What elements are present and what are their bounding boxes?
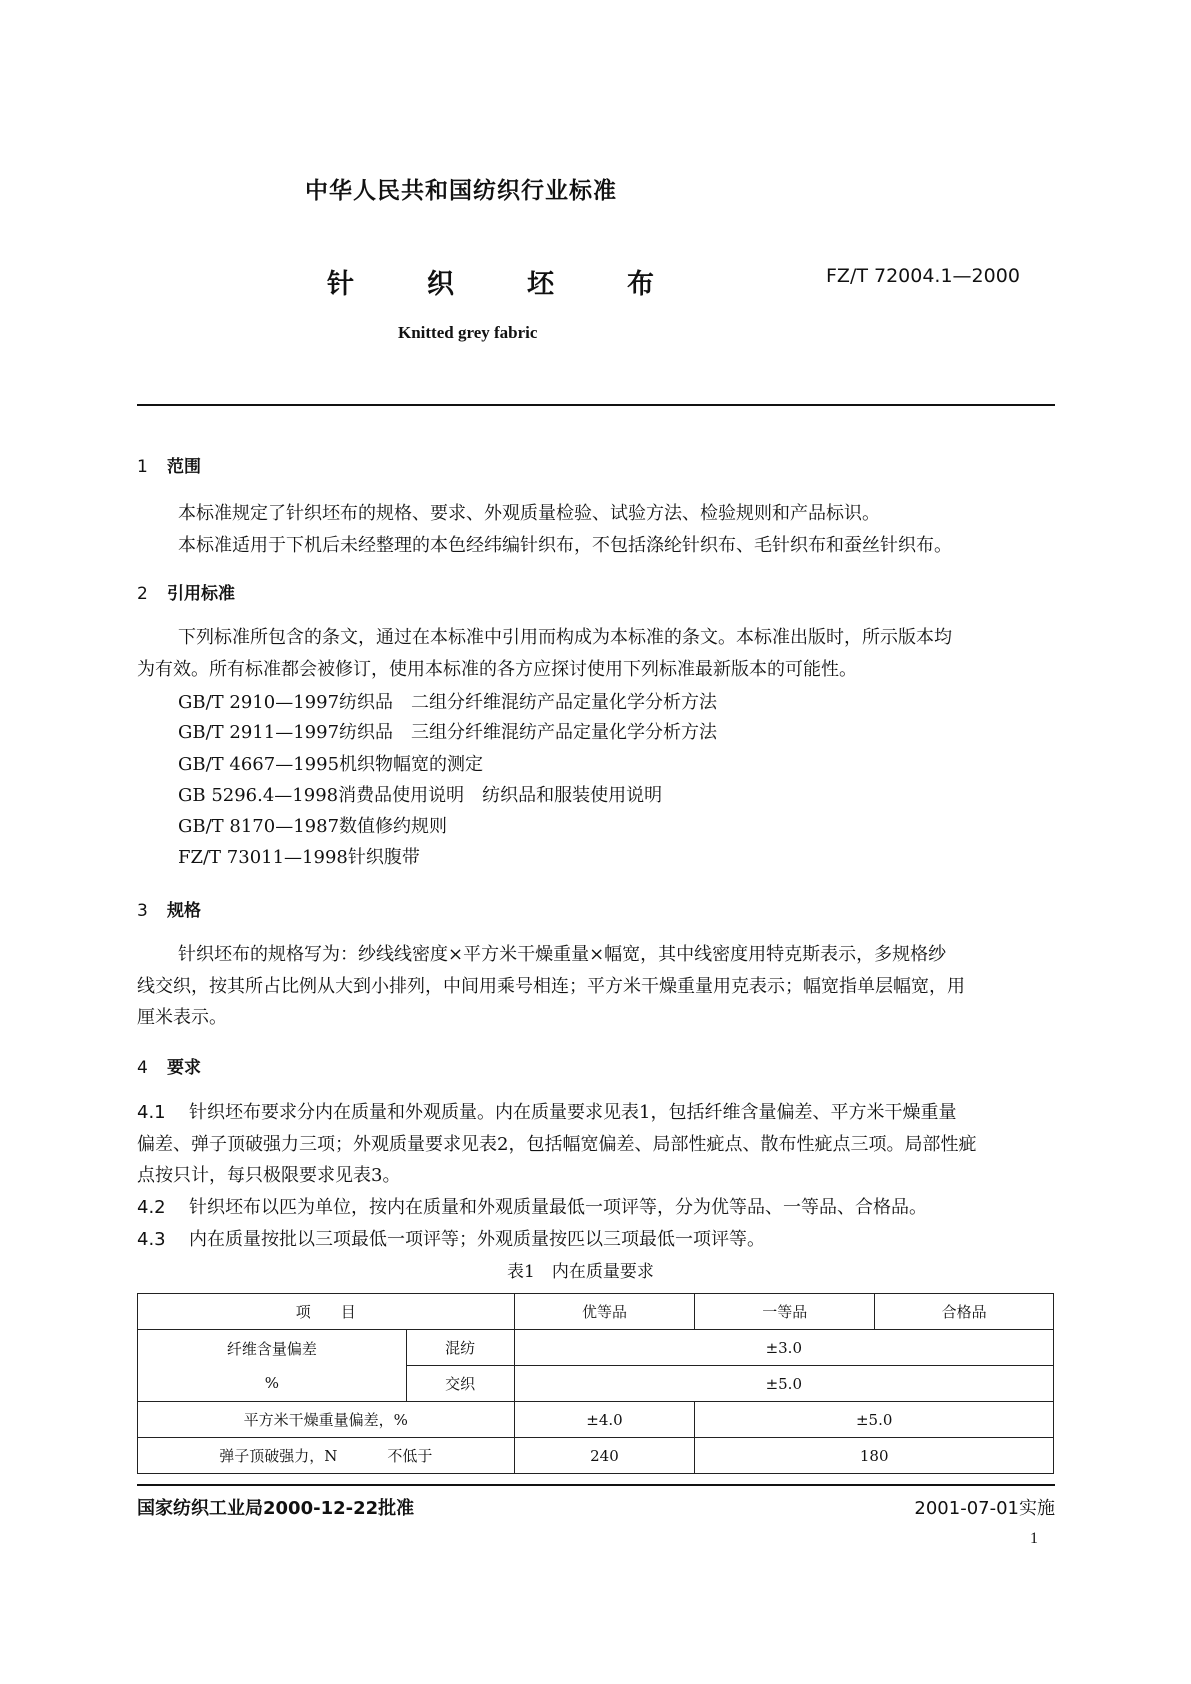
reference-code: GB/T 2910—1997 (178, 692, 340, 713)
section-title: 规格 (167, 901, 201, 921)
clause-4-2 (137, 1192, 927, 1224)
clause-4-1-line-3: 点按只计，每只极限要求见表3。 (137, 1165, 401, 1186)
normative-intro-line-2: 为有效。所有标准都会被修订，使用本标准的各方应探讨使用下列标准最新版本的可能性。 (137, 659, 857, 680)
burst-premium-value: 240 (514, 1438, 695, 1474)
bursting-strength-qualifier: 不低于 (387, 1447, 433, 1465)
reference-title: 纺织品 三组分纤维混纺产品定量化学分析方法 (339, 722, 718, 743)
standard-number: FZ/T 72004.1—2000 (826, 265, 1020, 287)
interweave-label: 交织 (406, 1366, 514, 1402)
approval-text: 国家纺织工业局2000-12-22批准 (137, 1498, 415, 1519)
section-number: 4 (137, 1058, 148, 1078)
normative-intro-line-1: 下列标准所包含的条文，通过在本标准中引用而构成为本标准的条文。本标准出版时，所示版本均 (178, 627, 952, 648)
weight-premium-value: ±4.0 (514, 1402, 695, 1438)
blend-value: ±3.0 (514, 1330, 1053, 1366)
table-header-row (138, 1294, 1054, 1330)
clause-text: 针织坯布要求分内在质量和外观质量。内在质量要求见表1，包括纤维含量偏差、平方米干燥重量 (189, 1102, 957, 1123)
reference-item (178, 781, 662, 807)
section-title: 要求 (167, 1058, 201, 1078)
reference-title: 消费品使用说明 纺织品和服装使用说明 (338, 785, 663, 806)
header-premium: 优等品 (514, 1294, 695, 1330)
section-heading-3 (137, 896, 201, 921)
reference-item (178, 718, 717, 744)
reference-item (178, 750, 483, 776)
doc-title-char: 坯 (527, 269, 554, 300)
section-heading-1 (137, 452, 201, 477)
burst-other-value: 180 (695, 1438, 1054, 1474)
doc-title-char: 布 (627, 269, 654, 300)
section-heading-2 (137, 579, 235, 604)
section-number: 1 (137, 457, 148, 477)
fiber-content-text: 纤维含量偏差 (226, 1339, 317, 1358)
header-first-grade: 一等品 (695, 1294, 875, 1330)
doc-title-char: 织 (427, 269, 454, 300)
scope-paragraph-2: 本标准适用于下机后未经整理的本色经纬编针织布，不包括涤纶针织布、毛针织布和蚕丝针织布。 (178, 535, 952, 556)
weight-other-value: ±5.0 (695, 1402, 1054, 1438)
reference-title: 纺织品 二组分纤维混纺产品定量化学分析方法 (339, 692, 718, 713)
section-heading-4 (137, 1053, 201, 1078)
reference-title: 针织腹带 (347, 847, 420, 868)
page-number: 1 (1030, 1530, 1038, 1547)
header-qualified: 合格品 (875, 1294, 1054, 1330)
header-rule (137, 404, 1055, 406)
org-title: 中华人民共和国纺织行业标准 (305, 178, 617, 204)
table-row (138, 1402, 1054, 1438)
reference-code: GB/T 4667—1995 (178, 754, 340, 775)
blend-label: 混纺 (406, 1330, 514, 1366)
weight-deviation-label: 平方米干燥重量偏差，% (138, 1402, 515, 1438)
reference-code: GB 5296.4—1998 (178, 785, 339, 806)
scope-paragraph-1: 本标准规定了针织坯布的规格、要求、外观质量检验、试验方法、检验规则和产品标识。 (178, 503, 880, 524)
section-title: 引用标准 (167, 584, 235, 604)
reference-item (178, 812, 447, 838)
section-title: 范围 (167, 457, 201, 477)
spec-line-2: 线交织，按其所占比例从大到小排列，中间用乘号相连；平方米干燥重量用克表示；幅宽指单层幅宽，用 (137, 976, 965, 997)
clause-text: 针织坯布以匹为单位，按内在质量和外观质量最低一项评等，分为优等品、一等品、合格品。 (189, 1197, 927, 1218)
table-row (138, 1330, 1054, 1366)
table-intrinsic-quality (137, 1293, 1054, 1474)
clause-number: 4.1 (137, 1102, 166, 1123)
reference-item (178, 688, 717, 714)
clause-text: 内在质量按批以三项最低一项评等；外观质量按匹以三项最低一项评等。 (189, 1229, 765, 1250)
spec-line-3: 厘米表示。 (137, 1007, 227, 1028)
reference-code: FZ/T 73011—1998 (178, 847, 348, 868)
reference-code: GB/T 2911—1997 (178, 722, 340, 743)
reference-title: 机织物幅宽的测定 (339, 754, 484, 775)
clause-number: 4.2 (137, 1197, 166, 1218)
clause-4-3 (137, 1224, 765, 1256)
footer-rule (137, 1484, 1055, 1486)
clause-4-1-line-2: 偏差、弹子顶破强力三项；外观质量要求见表2，包括幅宽偏差、局部性疵点、散布性疵点三项。局部性疵 (137, 1134, 977, 1155)
clause-number: 4.3 (137, 1229, 166, 1250)
clause-4-1-line-1 (137, 1097, 956, 1129)
table-row (138, 1438, 1054, 1474)
section-number: 2 (137, 584, 148, 604)
reference-item (178, 843, 420, 869)
fiber-content-label (138, 1330, 407, 1402)
doc-title (327, 262, 727, 301)
reference-title: 数值修约规则 (339, 816, 448, 837)
interweave-value: ±5.0 (514, 1366, 1053, 1402)
reference-code: GB/T 8170—1987 (178, 816, 340, 837)
bursting-strength-label (138, 1438, 515, 1474)
doc-title-char: 针 (327, 269, 354, 300)
header-item: 项 目 (138, 1294, 515, 1330)
bursting-strength-text: 弹子顶破强力，N (219, 1447, 338, 1465)
table-caption: 表1 内在质量要求 (507, 1262, 654, 1282)
english-title: Knitted grey fabric (398, 323, 538, 342)
section-number: 3 (137, 901, 148, 921)
fiber-content-unit: % (264, 1373, 279, 1392)
spec-line-1: 针织坯布的规格写为：纱线线密度×平方米干燥重量×幅宽，其中线密度用特克斯表示，多规格纱 (178, 944, 947, 965)
implementation-text: 2001-07-01实施 (914, 1498, 1055, 1519)
